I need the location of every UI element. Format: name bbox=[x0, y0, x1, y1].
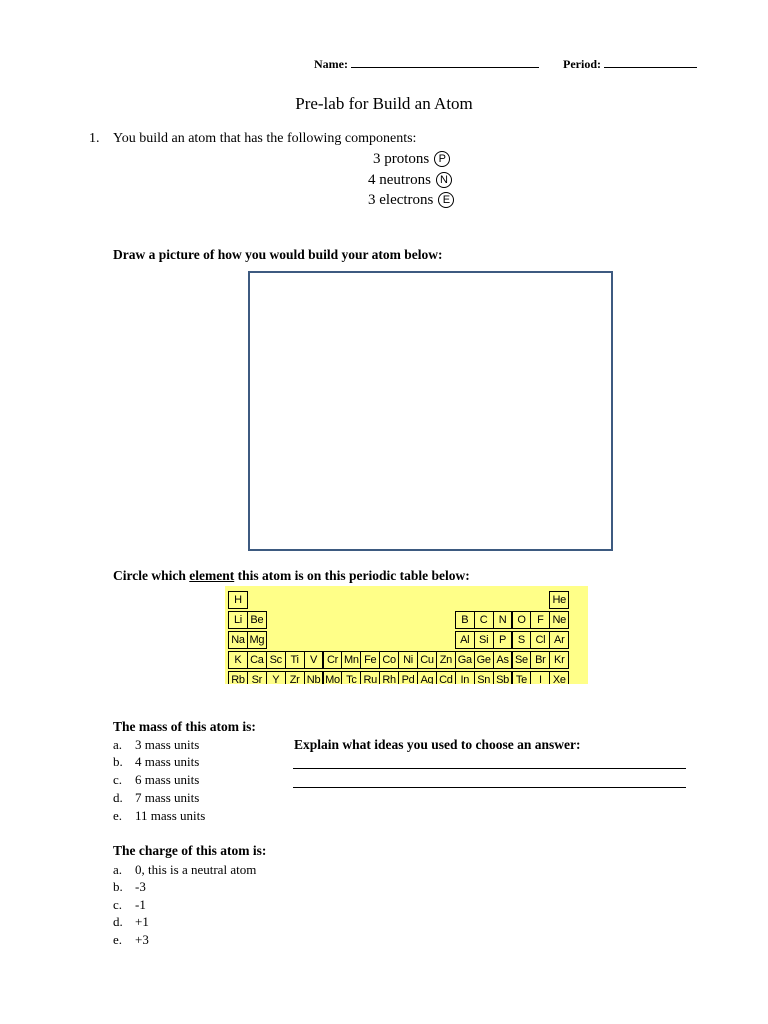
option-letter: c. bbox=[113, 772, 123, 787]
element-ru[interactable]: Ru bbox=[360, 671, 380, 684]
element-li[interactable]: Li bbox=[228, 611, 248, 629]
element-si[interactable]: Si bbox=[474, 631, 494, 649]
element-al[interactable]: Al bbox=[455, 631, 475, 649]
element-p[interactable]: P bbox=[493, 631, 513, 649]
element-se[interactable]: Se bbox=[512, 651, 532, 669]
component-protons: 3 protons bbox=[373, 151, 430, 167]
mass-option-b[interactable] bbox=[113, 754, 199, 770]
element-he[interactable]: He bbox=[549, 591, 569, 609]
element-ca[interactable]: Ca bbox=[247, 651, 267, 669]
question-number: 1. bbox=[89, 131, 100, 146]
element-ne[interactable]: Ne bbox=[549, 611, 569, 629]
explain-prompt: Explain what ideas you used to choose an answer: bbox=[294, 737, 581, 752]
element-br[interactable]: Br bbox=[530, 651, 550, 669]
period-field[interactable] bbox=[563, 57, 697, 72]
element-sn[interactable]: Sn bbox=[474, 671, 494, 684]
name-blank[interactable] bbox=[351, 57, 539, 68]
mass-option-a[interactable] bbox=[113, 737, 199, 753]
element-cu[interactable]: Cu bbox=[417, 651, 437, 669]
option-letter: c. bbox=[113, 897, 123, 912]
element-pd[interactable]: Pd bbox=[398, 671, 418, 684]
element-cl[interactable]: Cl bbox=[530, 631, 550, 649]
element-s[interactable]: S bbox=[512, 631, 532, 649]
electron-icon: E bbox=[438, 192, 454, 208]
element-n[interactable]: N bbox=[493, 611, 513, 629]
charge-option-b[interactable] bbox=[113, 879, 146, 895]
option-text: 6 mass units bbox=[135, 772, 200, 787]
mass-option-e[interactable] bbox=[113, 808, 205, 824]
element-na[interactable]: Na bbox=[228, 631, 248, 649]
circle-prompt bbox=[113, 568, 470, 584]
neutron-icon: N bbox=[436, 172, 452, 188]
option-letter: d. bbox=[113, 790, 123, 805]
element-k[interactable]: K bbox=[228, 651, 248, 669]
element-sr[interactable]: Sr bbox=[247, 671, 267, 684]
element-ni[interactable]: Ni bbox=[398, 651, 418, 669]
circle-prompt-after: this atom is on this periodic table below: bbox=[234, 568, 470, 583]
charge-option-c[interactable] bbox=[113, 897, 146, 913]
option-text: 3 mass units bbox=[135, 737, 200, 752]
name-label: Name: bbox=[314, 57, 348, 71]
option-letter: b. bbox=[113, 879, 123, 894]
element-fe[interactable]: Fe bbox=[360, 651, 380, 669]
answer-line-2[interactable] bbox=[293, 787, 686, 788]
option-text: 11 mass units bbox=[135, 808, 206, 823]
element-te[interactable]: Te bbox=[512, 671, 532, 684]
option-letter: b. bbox=[113, 754, 123, 769]
element-mo[interactable]: Mo bbox=[323, 671, 343, 684]
element-ti[interactable]: Ti bbox=[285, 651, 305, 669]
option-letter: e. bbox=[113, 808, 123, 823]
option-text: -1 bbox=[135, 897, 146, 912]
element-zn[interactable]: Zn bbox=[436, 651, 456, 669]
option-text: +1 bbox=[135, 914, 149, 929]
element-ag[interactable]: Ag bbox=[417, 671, 437, 684]
charge-question-heading: The charge of this atom is: bbox=[113, 843, 267, 858]
element-ga[interactable]: Ga bbox=[455, 651, 475, 669]
element-ar[interactable]: Ar bbox=[549, 631, 569, 649]
period-label: Period: bbox=[563, 57, 601, 71]
element-in[interactable]: In bbox=[455, 671, 475, 684]
element-nb[interactable]: Nb bbox=[304, 671, 324, 684]
mass-question-heading: The mass of this atom is: bbox=[113, 719, 256, 734]
element-zr[interactable]: Zr bbox=[285, 671, 305, 684]
element-kr[interactable]: Kr bbox=[549, 651, 569, 669]
element-rb[interactable]: Rb bbox=[228, 671, 248, 684]
element-tc[interactable]: Tc bbox=[341, 671, 361, 684]
option-letter: d. bbox=[113, 914, 123, 929]
charge-option-d[interactable] bbox=[113, 914, 149, 930]
charge-option-a[interactable] bbox=[113, 862, 256, 878]
page-title: Pre-lab for Build an Atom bbox=[295, 94, 473, 113]
element-b[interactable]: B bbox=[455, 611, 475, 629]
element-mg[interactable]: Mg bbox=[247, 631, 267, 649]
circle-prompt-underlined: element bbox=[189, 568, 235, 583]
element-cr[interactable]: Cr bbox=[323, 651, 343, 669]
drawing-area[interactable] bbox=[248, 271, 613, 551]
proton-icon: P bbox=[434, 151, 450, 167]
period-blank[interactable] bbox=[604, 57, 697, 68]
element-sc[interactable]: Sc bbox=[266, 651, 286, 669]
element-rh[interactable]: Rh bbox=[379, 671, 399, 684]
element-co[interactable]: Co bbox=[379, 651, 399, 669]
mass-option-c[interactable] bbox=[113, 772, 199, 788]
name-field[interactable] bbox=[314, 57, 539, 72]
element-xe[interactable]: Xe bbox=[549, 671, 569, 684]
element-mn[interactable]: Mn bbox=[341, 651, 361, 669]
element-c[interactable]: C bbox=[474, 611, 494, 629]
element-i[interactable]: I bbox=[530, 671, 550, 684]
circle-prompt-before: Circle which bbox=[113, 568, 190, 583]
option-text: 7 mass units bbox=[135, 790, 200, 805]
option-text: -3 bbox=[135, 879, 146, 894]
element-sb[interactable]: Sb bbox=[493, 671, 513, 684]
option-text: +3 bbox=[135, 932, 149, 947]
option-letter: e. bbox=[113, 932, 123, 947]
element-f[interactable]: F bbox=[530, 611, 550, 629]
option-text: 0, this is a neutral atom bbox=[135, 862, 257, 877]
element-be[interactable]: Be bbox=[247, 611, 267, 629]
answer-line-1[interactable] bbox=[293, 768, 686, 769]
element-o[interactable]: O bbox=[512, 611, 532, 629]
question-1 bbox=[89, 131, 416, 147]
option-letter: a. bbox=[113, 737, 123, 752]
mass-option-d[interactable] bbox=[113, 790, 199, 806]
element-as[interactable]: As bbox=[493, 651, 513, 669]
component-neutrons: 4 neutrons bbox=[368, 172, 431, 188]
option-letter: a. bbox=[113, 862, 123, 877]
element-v[interactable]: V bbox=[304, 651, 324, 669]
element-y[interactable]: Y bbox=[266, 671, 286, 684]
option-text: 4 mass units bbox=[135, 754, 200, 769]
element-ge[interactable]: Ge bbox=[474, 651, 494, 669]
component-electrons: 3 electrons bbox=[368, 192, 434, 208]
question-text: You build an atom that has the following components: bbox=[113, 131, 417, 146]
charge-option-e[interactable] bbox=[113, 932, 149, 948]
draw-prompt: Draw a picture of how you would build your atom below: bbox=[113, 247, 443, 262]
periodic-table bbox=[225, 586, 588, 684]
element-h[interactable]: H bbox=[228, 591, 248, 609]
element-cd[interactable]: Cd bbox=[436, 671, 456, 684]
